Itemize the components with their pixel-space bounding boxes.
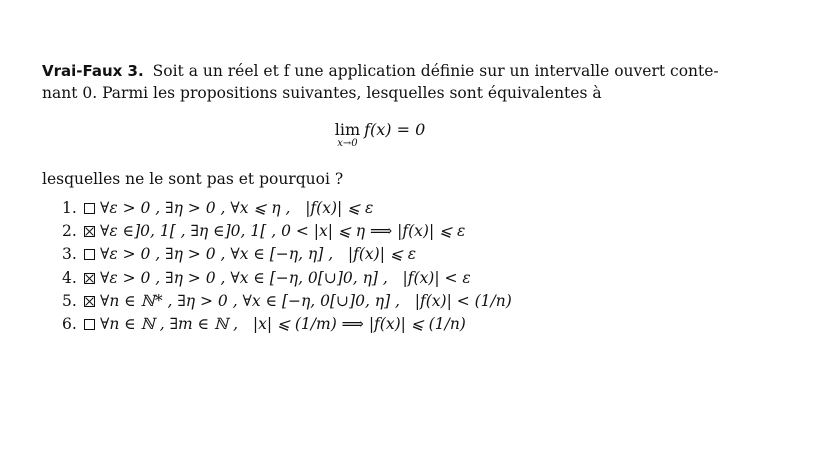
proposition-formula: ∀ε > 0 , ∃η > 0 , ∀x ⩽ η , |f(x)| ⩽ ε (100, 199, 374, 217)
exercise-intro (42, 60, 719, 104)
proposition-formula: ∀n ∈ ℕ* , ∃η > 0 , ∀x ∈ [−η, 0[∪]0, η] , |f(x)| < (1/n) (100, 291, 512, 310)
exercise-heading: Vrai-Faux 3. (42, 62, 144, 80)
limit-word: lim (334, 120, 361, 139)
proposition-item (62, 267, 512, 290)
empty-box-icon (84, 249, 95, 260)
proposition-item (62, 290, 512, 313)
limit-operator (335, 122, 360, 150)
proposition-number: 4. (62, 268, 77, 287)
proposition-item (62, 313, 512, 336)
empty-box-icon (84, 319, 95, 330)
proposition-number: 6. (62, 314, 77, 333)
intro-line-1: Soit a un réel et f une application définie sur un intervalle ouvert conte- (152, 62, 719, 80)
exercise-outro: lesquelles ne le sont pas et pourquoi ? (42, 170, 344, 188)
proposition-item (62, 197, 512, 220)
proposition-number: 1. (62, 199, 77, 217)
empty-box-icon (84, 203, 95, 214)
proposition-list (62, 197, 512, 336)
proposition-item (62, 243, 512, 266)
proposition-formula: ∀ε > 0 , ∃η > 0 , ∀x ∈ [−η, η] , |f(x)| ⩽ ε (100, 245, 417, 264)
checked-box-icon (84, 273, 95, 284)
proposition-formula: ∀n ∈ ℕ , ∃m ∈ ℕ , |x| ⩽ (1/m) ⟹ |f(x)| ⩽ (1/n) (100, 314, 466, 333)
proposition-formula: ∀ε ∈]0, 1[ , ∃η ∈]0, 1[ , 0 < |x| ⩽ η ⟹ |f(x)| ⩽ ε (100, 222, 466, 241)
checked-box-icon (84, 226, 95, 237)
limit-subscript: x→0 (337, 138, 358, 149)
proposition-formula: ∀ε > 0 , ∃η > 0 , ∀x ∈ [−η, 0[∪]0, η] , |f(x)| < ε (100, 268, 471, 287)
checked-box-icon (84, 296, 95, 307)
limit-expression: f(x) = 0 (364, 120, 426, 139)
intro-line-2: nant 0. Parmi les propositions suivantes, lesquelles sont équivalentes à (42, 84, 602, 102)
proposition-item (62, 220, 512, 243)
proposition-number: 2. (62, 222, 77, 241)
proposition-number: 5. (62, 291, 77, 310)
display-formula (42, 122, 718, 150)
proposition-number: 3. (62, 245, 77, 264)
